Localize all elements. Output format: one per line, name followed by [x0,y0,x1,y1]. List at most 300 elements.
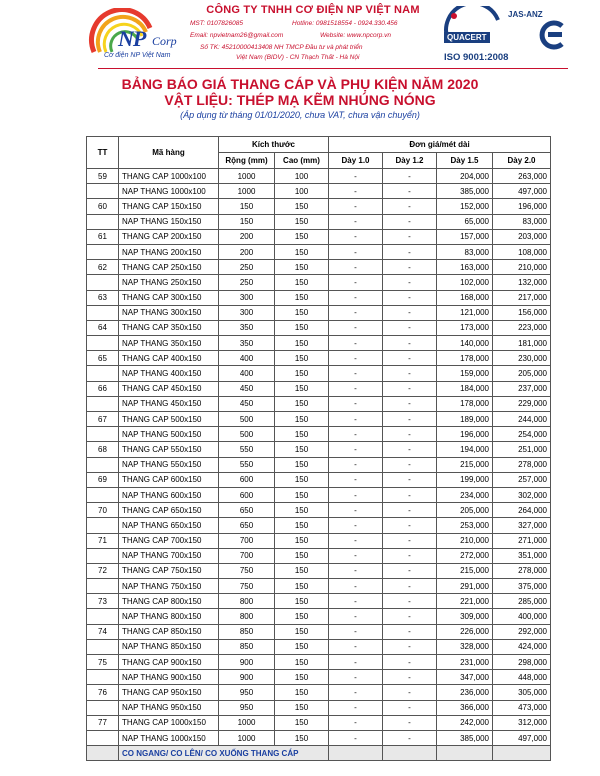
row-price-1-0: - [329,670,383,685]
row-name: THANG CAP 600x150 [119,472,219,487]
row-price-1-2: - [383,548,437,563]
row-price-1-2: - [383,427,437,442]
row-price-1-2: - [383,624,437,639]
row-price-1-0: - [329,290,383,305]
row-tt: 72 [87,563,119,578]
row-price-1-2: - [383,533,437,548]
row-width: 850 [219,639,275,654]
row-price-1-5: 83,000 [437,244,493,259]
row-price-2-0: 181,000 [493,336,551,351]
row-price-1-0: - [329,533,383,548]
row-price-1-5: 121,000 [437,305,493,320]
row-price-2-0: 217,000 [493,290,551,305]
row-name: THANG CAP 650x150 [119,503,219,518]
row-price-1-2: - [383,199,437,214]
row-width: 1000 [219,730,275,745]
row-price-1-2: - [383,336,437,351]
row-tt: 60 [87,199,119,214]
row-price-2-0: 497,000 [493,184,551,199]
row-price-1-0: - [329,563,383,578]
row-height: 150 [275,305,329,320]
row-price-1-5: 189,000 [437,412,493,427]
table-row [87,457,551,472]
row-name: THANG CAP 250x150 [119,260,219,275]
row-height: 150 [275,260,329,275]
row-name: NAP THANG 900x150 [119,670,219,685]
col-thick-1-0: Dày 1.0 [329,153,383,169]
row-price-2-0: 312,000 [493,715,551,730]
row-width: 900 [219,655,275,670]
row-price-1-0: - [329,594,383,609]
row-price-2-0: 210,000 [493,260,551,275]
row-price-1-5: 291,000 [437,579,493,594]
row-price-1-5: 210,000 [437,533,493,548]
row-name: NAP THANG 350x150 [119,336,219,351]
row-price-1-0: - [329,685,383,700]
row-height: 150 [275,199,329,214]
row-tt: 66 [87,381,119,396]
row-name: THANG CAP 800x150 [119,594,219,609]
email: Email: npvietnam26@gmail.com [190,32,284,39]
certification-logos [440,6,570,66]
company-name: CÔNG TY TNHH CƠ ĐIỆN NP VIỆT NAM [206,4,420,16]
row-price-1-5: 215,000 [437,563,493,578]
price-table [86,136,551,761]
row-tt [87,730,119,745]
row-price-2-0: 223,000 [493,320,551,335]
row-price-1-0: - [329,700,383,715]
row-price-2-0: 285,000 [493,594,551,609]
table-row [87,472,551,487]
row-price-1-0: - [329,412,383,427]
row-price-1-2: - [383,275,437,290]
footer-cell [493,746,551,761]
row-height: 150 [275,548,329,563]
row-height: 150 [275,412,329,427]
jas-anz-label: JAS-ANZ [508,10,543,19]
table-row [87,169,551,184]
row-name: NAP THANG 800x150 [119,609,219,624]
row-price-1-5: 253,000 [437,518,493,533]
row-width: 250 [219,275,275,290]
row-width: 950 [219,700,275,715]
row-width: 300 [219,290,275,305]
row-price-1-5: 157,000 [437,229,493,244]
row-width: 1000 [219,169,275,184]
row-price-1-2: - [383,655,437,670]
col-size: Kích thước [219,137,329,153]
page-title: BẢNG BÁO GIÁ THANG CÁP VÀ PHỤ KIỆN NĂM 2020 [121,76,479,92]
row-price-1-2: - [383,487,437,502]
table-row [87,412,551,427]
row-price-2-0: 196,000 [493,199,551,214]
table-row [87,700,551,715]
row-name: NAP THANG 950x150 [119,700,219,715]
table-header-row [87,137,551,153]
row-price-1-5: 226,000 [437,624,493,639]
row-price-1-0: - [329,457,383,472]
np-corp-logo [88,8,198,66]
row-width: 150 [219,214,275,229]
row-price-1-2: - [383,472,437,487]
row-price-2-0: 400,000 [493,609,551,624]
row-height: 150 [275,503,329,518]
row-width: 650 [219,518,275,533]
row-name: NAP THANG 250x150 [119,275,219,290]
row-price-1-5: 347,000 [437,670,493,685]
footer-cell [329,746,383,761]
account-line-2: Việt Nam (BIDV) - CN Thạch Thất - Hà Nội [236,54,360,61]
table-footer-row [87,746,551,761]
table-row [87,351,551,366]
row-price-2-0: 205,000 [493,366,551,381]
row-price-1-5: 196,000 [437,427,493,442]
footer-cell [383,746,437,761]
table-row [87,639,551,654]
row-width: 650 [219,503,275,518]
row-width: 450 [219,381,275,396]
row-price-1-5: 140,000 [437,336,493,351]
row-tt: 74 [87,624,119,639]
row-width: 400 [219,351,275,366]
footer-cell [437,746,493,761]
row-price-2-0: 264,000 [493,503,551,518]
row-price-1-2: - [383,396,437,411]
row-price-1-0: - [329,639,383,654]
row-height: 100 [275,169,329,184]
row-height: 150 [275,336,329,351]
table-row [87,320,551,335]
header-divider [98,68,568,69]
row-height: 150 [275,457,329,472]
col-thick-2-0: Dày 2.0 [493,153,551,169]
table-row [87,624,551,639]
footer-tt [87,746,119,761]
row-price-1-5: 102,000 [437,275,493,290]
row-tt: 62 [87,260,119,275]
row-price-1-0: - [329,305,383,320]
logo-corp-text: Corp [152,34,177,48]
row-price-1-5: 221,000 [437,594,493,609]
row-price-1-2: - [383,503,437,518]
row-price-1-2: - [383,290,437,305]
row-price-2-0: 230,000 [493,351,551,366]
table-row [87,229,551,244]
row-price-1-5: 159,000 [437,366,493,381]
row-price-2-0: 278,000 [493,563,551,578]
row-price-1-2: - [383,229,437,244]
row-price-1-0: - [329,472,383,487]
row-price-1-0: - [329,487,383,502]
row-name: THANG CAP 900x150 [119,655,219,670]
row-height: 150 [275,655,329,670]
website: Website: www.npcorp.vn [320,32,392,39]
row-price-1-0: - [329,609,383,624]
table-row [87,730,551,745]
row-price-1-2: - [383,244,437,259]
row-price-1-0: - [329,244,383,259]
row-height: 150 [275,533,329,548]
row-tt [87,184,119,199]
row-width: 600 [219,487,275,502]
row-price-1-0: - [329,518,383,533]
row-price-1-2: - [383,594,437,609]
row-width: 900 [219,670,275,685]
row-price-1-0: - [329,366,383,381]
row-height: 150 [275,320,329,335]
row-name: THANG CAP 850x150 [119,624,219,639]
table-row [87,442,551,457]
row-price-1-5: 234,000 [437,487,493,502]
col-height: Cao (mm) [275,153,329,169]
table-row [87,487,551,502]
row-price-1-2: - [383,609,437,624]
row-price-1-5: 184,000 [437,381,493,396]
row-price-1-2: - [383,184,437,199]
row-price-1-0: - [329,169,383,184]
row-tt: 73 [87,594,119,609]
row-tt: 65 [87,351,119,366]
row-price-1-0: - [329,336,383,351]
row-tt: 61 [87,229,119,244]
row-price-1-5: 152,000 [437,199,493,214]
account-line-1: Số TK: 45210000413408 NH TMCP Đầu tư và phát triển [200,44,363,51]
row-width: 400 [219,366,275,381]
logo-tagline: Cơ điện NP Việt Nam [104,52,171,59]
row-height: 150 [275,579,329,594]
row-price-2-0: 351,000 [493,548,551,563]
row-name: NAP THANG 400x150 [119,366,219,381]
row-price-1-5: 385,000 [437,184,493,199]
row-price-1-2: - [383,442,437,457]
table-row [87,427,551,442]
row-price-1-2: - [383,563,437,578]
row-price-2-0: 254,000 [493,427,551,442]
row-width: 200 [219,229,275,244]
row-price-1-5: 199,000 [437,472,493,487]
col-thick-1-2: Dày 1.2 [383,153,437,169]
row-name: THANG CAP 1000x100 [119,169,219,184]
row-tt [87,275,119,290]
table-row [87,503,551,518]
row-name: THANG CAP 700x150 [119,533,219,548]
row-height: 150 [275,366,329,381]
row-height: 150 [275,396,329,411]
row-price-1-0: - [329,442,383,457]
table-row [87,670,551,685]
row-height: 150 [275,715,329,730]
row-price-2-0: 302,000 [493,487,551,502]
row-tt: 75 [87,655,119,670]
row-width: 300 [219,305,275,320]
table-row [87,305,551,320]
row-price-2-0: 448,000 [493,670,551,685]
row-width: 600 [219,472,275,487]
row-name: NAP THANG 750x150 [119,579,219,594]
row-width: 700 [219,548,275,563]
row-name: THANG CAP 750x150 [119,563,219,578]
quacert-label: QUACERT [444,32,490,43]
table-row [87,275,551,290]
row-price-1-0: - [329,275,383,290]
row-height: 150 [275,730,329,745]
footer-label: CO NGANG/ CO LÊN/ CO XUỐNG THANG CÁP [119,746,329,761]
table-row [87,579,551,594]
row-price-2-0: 305,000 [493,685,551,700]
row-width: 550 [219,457,275,472]
row-name: THANG CAP 350x150 [119,320,219,335]
row-width: 950 [219,685,275,700]
row-price-1-2: - [383,518,437,533]
mst: MST: 0107826085 [190,20,243,27]
row-price-1-5: 385,000 [437,730,493,745]
row-price-1-2: - [383,305,437,320]
row-height: 150 [275,487,329,502]
row-width: 800 [219,609,275,624]
row-price-2-0: 244,000 [493,412,551,427]
row-width: 350 [219,336,275,351]
row-price-1-2: - [383,457,437,472]
row-price-1-0: - [329,730,383,745]
row-tt [87,670,119,685]
row-price-1-0: - [329,214,383,229]
row-width: 450 [219,396,275,411]
table-row [87,609,551,624]
col-width: Rộng (mm) [219,153,275,169]
row-price-1-5: 328,000 [437,639,493,654]
row-name: NAP THANG 150x150 [119,214,219,229]
row-width: 750 [219,579,275,594]
row-tt [87,700,119,715]
row-price-1-5: 168,000 [437,290,493,305]
row-height: 150 [275,442,329,457]
row-name: THANG CAP 950x150 [119,685,219,700]
row-price-1-5: 309,000 [437,609,493,624]
row-height: 150 [275,518,329,533]
row-tt: 63 [87,290,119,305]
table-row [87,290,551,305]
row-width: 500 [219,427,275,442]
iso-label: ISO 9001:2008 [444,52,509,63]
row-price-2-0: 156,000 [493,305,551,320]
row-price-1-5: 178,000 [437,396,493,411]
col-thick-1-5: Dày 1.5 [437,153,493,169]
row-tt [87,305,119,320]
row-height: 150 [275,609,329,624]
row-price-1-0: - [329,624,383,639]
table-row [87,533,551,548]
table-row [87,381,551,396]
row-price-1-0: - [329,427,383,442]
row-price-2-0: 263,000 [493,169,551,184]
row-price-2-0: 237,000 [493,381,551,396]
row-name: NAP THANG 200x150 [119,244,219,259]
row-height: 150 [275,427,329,442]
row-name: THANG CAP 550x150 [119,442,219,457]
row-width: 750 [219,563,275,578]
row-height: 150 [275,290,329,305]
row-height: 150 [275,624,329,639]
row-name: NAP THANG 300x150 [119,305,219,320]
row-price-1-2: - [383,700,437,715]
row-price-2-0: 203,000 [493,229,551,244]
row-price-2-0: 271,000 [493,533,551,548]
row-tt: 67 [87,412,119,427]
row-price-1-2: - [383,715,437,730]
row-price-1-0: - [329,320,383,335]
row-price-1-2: - [383,670,437,685]
row-tt: 64 [87,320,119,335]
row-tt [87,244,119,259]
row-tt [87,366,119,381]
row-width: 1000 [219,715,275,730]
row-price-1-5: 231,000 [437,655,493,670]
row-price-1-0: - [329,548,383,563]
table-row [87,518,551,533]
row-price-1-2: - [383,412,437,427]
row-name: NAP THANG 550x150 [119,457,219,472]
row-tt [87,518,119,533]
row-price-1-0: - [329,503,383,518]
row-price-1-0: - [329,579,383,594]
row-price-2-0: 229,000 [493,396,551,411]
row-name: NAP THANG 500x150 [119,427,219,442]
table-row [87,563,551,578]
table-row [87,260,551,275]
table-row [87,214,551,229]
row-tt: 69 [87,472,119,487]
row-width: 350 [219,320,275,335]
row-tt [87,396,119,411]
row-tt [87,457,119,472]
col-name: Mã hàng [119,137,219,169]
row-name: NAP THANG 1000x100 [119,184,219,199]
row-price-1-5: 272,000 [437,548,493,563]
letterhead [0,0,600,70]
row-price-1-2: - [383,351,437,366]
row-height: 150 [275,594,329,609]
row-tt: 59 [87,169,119,184]
row-price-1-5: 204,000 [437,169,493,184]
row-price-1-2: - [383,169,437,184]
row-price-2-0: 278,000 [493,457,551,472]
row-price-1-2: - [383,381,437,396]
row-price-2-0: 257,000 [493,472,551,487]
row-price-2-0: 298,000 [493,655,551,670]
table-row [87,548,551,563]
row-price-1-5: 178,000 [437,351,493,366]
hotline: Hotline: 0981518554 - 0924.330.456 [292,20,398,27]
row-tt [87,214,119,229]
row-width: 150 [219,199,275,214]
row-price-2-0: 375,000 [493,579,551,594]
jas-anz-emblem-icon [534,20,568,50]
row-tt: 70 [87,503,119,518]
row-name: THANG CAP 400x150 [119,351,219,366]
row-tt [87,609,119,624]
row-price-1-5: 236,000 [437,685,493,700]
row-width: 850 [219,624,275,639]
row-tt [87,548,119,563]
row-name: THANG CAP 300x150 [119,290,219,305]
row-price-1-2: - [383,639,437,654]
row-price-1-5: 163,000 [437,260,493,275]
row-price-1-5: 242,000 [437,715,493,730]
row-price-2-0: 473,000 [493,700,551,715]
col-tt: TT [87,137,119,169]
table-row [87,184,551,199]
row-price-2-0: 108,000 [493,244,551,259]
